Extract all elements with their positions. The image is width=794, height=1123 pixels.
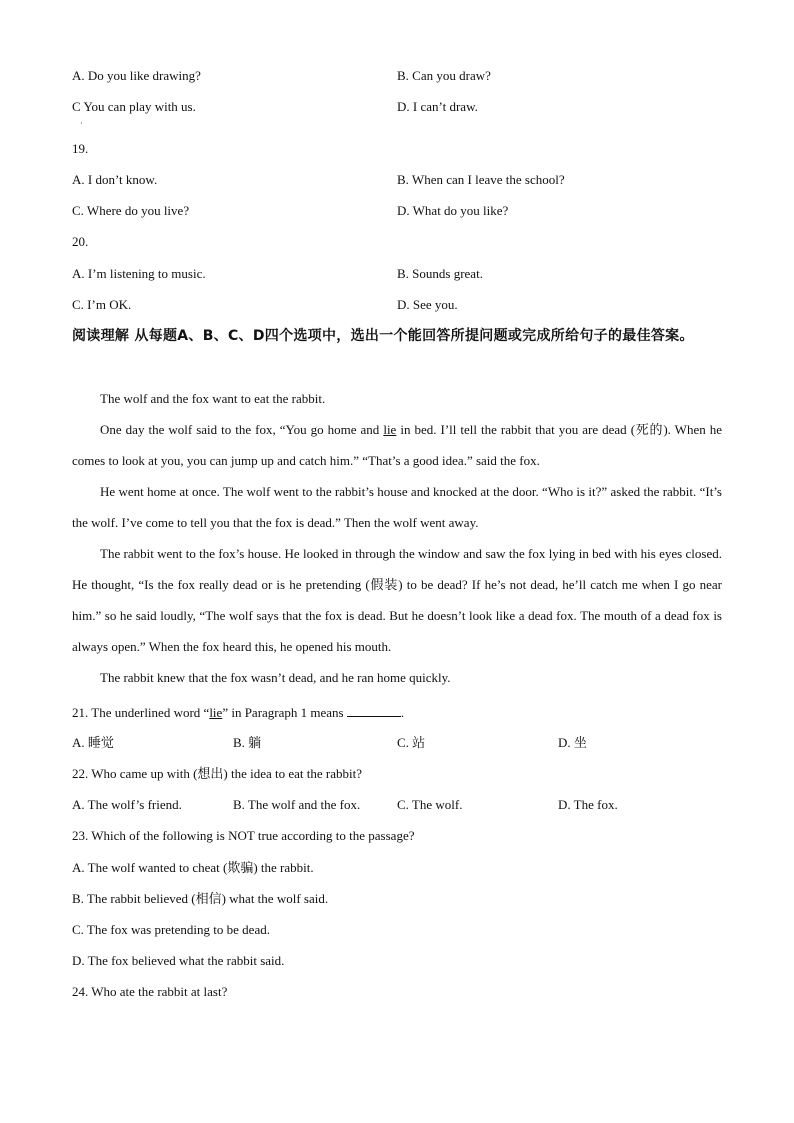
q22-option-d: D. The fox.	[558, 797, 618, 812]
reading-heading: 阅读理解 从每题A、B、C、D四个选项中，选出一个能回答所提问题或完成所给句子的最佳答案。	[72, 328, 694, 344]
q23-option-b: B. The rabbit believed (相信) what the wolf said.	[72, 891, 329, 906]
q21-stem-word: lie	[209, 705, 223, 720]
passage-paragraph-2	[72, 414, 722, 476]
q21-option-d: D. 坐	[558, 735, 587, 750]
q21-stem-after: ” in Paragraph 1 means	[222, 705, 347, 720]
q22-option-a: A. The wolf’s friend.	[72, 797, 182, 812]
underlined-word-lie: lie	[383, 422, 397, 437]
q22-option-c: C. The wolf.	[397, 797, 463, 812]
q19-option-c: C. Where do you live?	[72, 203, 190, 218]
q23-option-a: A. The wolf wanted to cheat (欺骗) the rabbit.	[72, 860, 314, 875]
q23-option-c: C. The fox was pretending to be dead.	[72, 922, 270, 937]
stray-dot: ·	[80, 119, 83, 128]
q18-option-a: A. Do you like drawing?	[72, 68, 201, 83]
q20-option-a: A. I’m listening to music.	[72, 266, 206, 281]
q18-option-d: D. I can’t draw.	[397, 99, 478, 114]
q19-option-a: A. I don’t know.	[72, 172, 158, 187]
q21-option-b: B. 躺	[233, 735, 262, 750]
q21-stem-before: 21. The underlined word “	[72, 705, 210, 720]
q21-stem	[72, 704, 404, 721]
q22-option-b: B. The wolf and the fox.	[233, 797, 361, 812]
q22-stem: 22. Who came up with (想出) the idea to eat the rabbit?	[72, 766, 362, 781]
p2-text-after: in bed. I’ll tell the rabbit that you are dead (死的). When he comes to look at you, you can jump up and catch him.” “That’s a good idea.” said the fox.	[72, 422, 722, 468]
q18-option-c: C You can play with us.	[72, 99, 196, 114]
q19-number: 19.	[72, 141, 89, 156]
q20-option-b: B. Sounds great.	[397, 266, 483, 281]
q20-number: 20.	[72, 234, 89, 249]
q23-stem: 23. Which of the following is NOT true according to the passage?	[72, 828, 415, 843]
passage-paragraph-4: The rabbit went to the fox’s house. He looked in through the window and saw the fox lying in bed with his eyes closed. He thought, “Is the fox really dead or is he pretending (假装) to be dead? If he’s not dead, he’ll catch me when I go near him.” so he said loudly, “The wolf says that the fox is dead. But he doesn’t look like a dead fox. The mouth of a dead fox is always open.” When the fox heard this, he opened his mouth.	[72, 546, 722, 654]
q19-option-d: D. What do you like?	[397, 203, 509, 218]
q21-stem-end: .	[400, 705, 405, 720]
passage-paragraph-5: The rabbit knew that the fox wasn’t dead, and he ran home quickly.	[100, 670, 451, 685]
passage-paragraph-3: He went home at once. The wolf went to the rabbit’s house and knocked at the door. “Who is it?” asked the rabbit. “It’s the wolf. I’ve come to tell you that the fox is dead.” Then the wolf went away.	[72, 484, 722, 530]
q21-option-a: A. 睡觉	[72, 735, 114, 750]
q20-option-c: C. I’m OK.	[72, 297, 132, 312]
q21-option-c: C. 站	[397, 735, 426, 750]
passage-paragraph-1: The wolf and the fox want to eat the rabbit.	[100, 391, 326, 406]
q24-stem: 24. Who ate the rabbit at last?	[72, 984, 228, 999]
answer-blank	[347, 704, 401, 717]
q19-option-b: B. When can I leave the school?	[397, 172, 565, 187]
p2-text-before: One day the wolf said to the fox, “You go home and	[100, 422, 384, 437]
q18-option-b: B. Can you draw?	[397, 68, 491, 83]
q23-option-d: D. The fox believed what the rabbit said.	[72, 953, 285, 968]
q20-option-d: D. See you.	[397, 297, 458, 312]
